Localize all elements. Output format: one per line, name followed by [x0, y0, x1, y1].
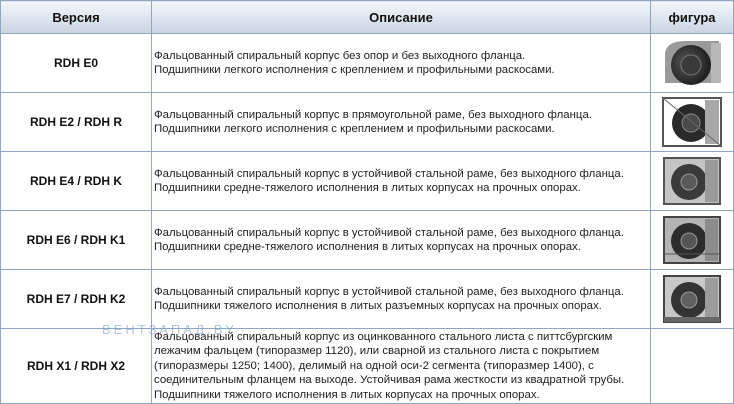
- figure-cell-empty: [651, 329, 734, 404]
- fan-unit-icon: [661, 96, 723, 148]
- version-cell: RDH E7 / RDH K2: [1, 270, 152, 329]
- figure-cell: [651, 34, 734, 93]
- description-line: Фальцованный спиральный корпус из оцинкованного стального листа с питтсбургским: [154, 330, 613, 343]
- fan-unit-icon: [661, 273, 723, 325]
- version-cell: RDH E0: [1, 34, 152, 93]
- table-header-row: [1, 1, 734, 34]
- version-cell: RDH E2 / RDH R: [1, 93, 152, 152]
- table-row: [1, 93, 734, 152]
- header-version: Версия: [1, 1, 152, 34]
- description-line: Фальцованный спиральный корпус в устойчивой стальной раме, без выходного фланца.: [154, 285, 624, 298]
- version-cell: RDH X1 / RDH X2: [1, 329, 152, 404]
- version-cell: RDH E4 / RDH K: [1, 152, 152, 211]
- description-line: Фальцованный спиральный корпус в устойчивой стальной раме, без выходного фланца.: [154, 226, 624, 239]
- header-description: Описание: [152, 1, 651, 34]
- table-row: [1, 270, 734, 329]
- description-line: лежачим фальцем (типоразмер 1120), или сварной из стального листа с покрытием: [154, 345, 600, 358]
- figure-cell: [651, 152, 734, 211]
- figure-cell: [651, 211, 734, 270]
- description-line: Подшипники средне-тяжелого исполнения в литых корпусах на прочных опорах.: [154, 182, 581, 194]
- description-line: (типоразмеры 1250; 1400), делимый на одной оси-2 сегмента (типоразмер 1400), с: [154, 359, 594, 372]
- version-cell: RDH E6 / RDH K1: [1, 211, 152, 270]
- description-line: Подшипники тяжелого исполнения в литых корпусах на прочных опорах.: [154, 388, 540, 401]
- fan-unit-icon: [659, 37, 725, 89]
- table-row: [1, 34, 734, 93]
- description-cell: [152, 329, 651, 404]
- description-cell: [152, 270, 651, 329]
- table-row: [1, 211, 734, 270]
- description-cell: [152, 34, 651, 93]
- watermark: ВЕНТЗАПАД.BY: [102, 322, 238, 337]
- description-cell: [152, 152, 651, 211]
- description-cell: [152, 211, 651, 270]
- description-line: Подшипники легкого исполнения с креплением и профильными раскосами.: [154, 64, 555, 76]
- fan-unit-icon: [661, 155, 723, 207]
- description-line: Фальцованный спиральный корпус в устойчивой стальной раме, без выходного фланца.: [154, 167, 624, 180]
- description-line: Подшипники легкого исполнения с креплением и профильными раскосами.: [154, 123, 555, 135]
- description-cell: [152, 93, 651, 152]
- description-line: Подшипники тяжелого исполнения в литых разъемных корпусах на прочных опорах.: [154, 300, 602, 312]
- header-figure: фигура: [651, 1, 734, 34]
- description-line: Подшипники средне-тяжелого исполнения в литых корпусах на прочных опорах.: [154, 241, 581, 253]
- description-line: соединительным фланцем на выходе. Устойчивая рама жесткости из квадратной трубы.: [154, 374, 625, 387]
- table-row: [1, 152, 734, 211]
- fan-unit-icon: [661, 214, 723, 266]
- table-row: [1, 329, 734, 404]
- figure-cell: [651, 93, 734, 152]
- description-line: Фальцованный спиральный корпус в прямоугольной раме, без выходного фланца.: [154, 108, 592, 121]
- figure-cell: [651, 270, 734, 329]
- description-line: Фальцованный спиральный корпус без опор и без выходного фланца.: [154, 49, 526, 62]
